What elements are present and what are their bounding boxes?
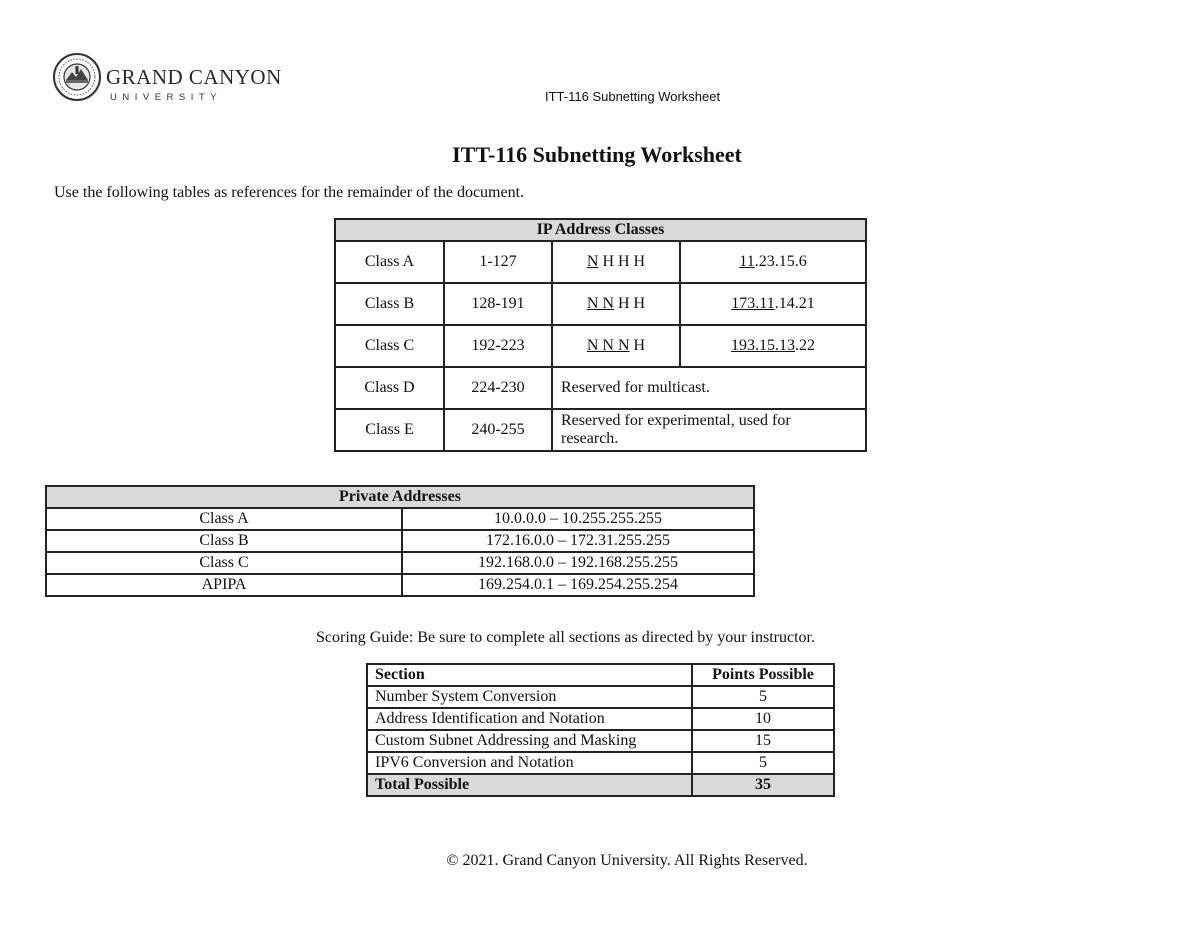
range-cell: 224-230 [444, 367, 552, 409]
pattern-host: H H [614, 295, 646, 312]
example-cell [680, 241, 866, 283]
class-cell: Class D [335, 367, 444, 409]
logo-subtitle: UNIVERSITY [110, 92, 223, 103]
note-text: Reserved for experimental, used for research. [561, 411, 791, 447]
table-row [367, 708, 834, 730]
example-host: .14.21 [774, 295, 815, 312]
example-network: 173.11 [731, 295, 775, 312]
class-cell: APIPA [46, 574, 402, 596]
range-cell: 1-127 [444, 241, 552, 283]
private-addresses-heading: Private Addresses [46, 486, 754, 508]
section-column-header: Section [367, 664, 692, 686]
example-cell [680, 283, 866, 325]
university-logo [53, 52, 283, 108]
example-host: .23.15.6 [754, 253, 807, 270]
pattern-host: H H H [598, 253, 646, 270]
scoring-guide-note: Scoring Guide: Be sure to complete all sections as directed by your instructor. [316, 629, 815, 646]
range-cell: 172.16.0.0 – 172.31.255.255 [402, 530, 754, 552]
table-row [367, 686, 834, 708]
range-cell: 128-191 [444, 283, 552, 325]
class-cell: Class B [46, 530, 402, 552]
pattern-network: N N N [586, 337, 630, 354]
example-cell [680, 325, 866, 367]
table-row [367, 730, 834, 752]
table-row [335, 325, 866, 367]
section-cell: IPV6 Conversion and Notation [367, 752, 692, 774]
logo-wordmark: GRAND CANYON [106, 65, 282, 89]
range-cell: 192.168.0.0 – 192.168.255.255 [402, 552, 754, 574]
note-cell: Reserved for multicast. [552, 367, 866, 409]
points-cell: 5 [692, 752, 834, 774]
class-cell: Class B [335, 283, 444, 325]
pattern-cell [552, 325, 680, 367]
table-row [46, 574, 754, 596]
scoring-table [366, 663, 835, 797]
intro-text: Use the following tables as references for the remainder of the document. [54, 184, 525, 201]
total-row [367, 774, 834, 796]
pattern-network: N N [586, 295, 614, 312]
class-cell: Class E [335, 409, 444, 451]
copyright-footer: © 2021. Grand Canyon University. All Rights Reserved. [446, 852, 808, 869]
table-row [335, 409, 866, 451]
range-cell: 192-223 [444, 325, 552, 367]
total-label: Total Possible [367, 774, 692, 796]
table-row [335, 367, 866, 409]
table-row [46, 552, 754, 574]
university-seal-icon [53, 52, 101, 102]
running-header: ITT-116 Subnetting Worksheet [545, 89, 721, 104]
section-cell: Number System Conversion [367, 686, 692, 708]
section-cell: Custom Subnet Addressing and Masking [367, 730, 692, 752]
section-cell: Address Identification and Notation [367, 708, 692, 730]
total-points: 35 [692, 774, 834, 796]
pattern-cell [552, 241, 680, 283]
pattern-network: N [586, 253, 599, 270]
range-cell: 240-255 [444, 409, 552, 451]
points-cell: 5 [692, 686, 834, 708]
range-cell: 10.0.0.0 – 10.255.255.255 [402, 508, 754, 530]
table-row [367, 752, 834, 774]
private-addresses-table [45, 485, 755, 597]
range-cell: 169.254.0.1 – 169.254.255.254 [402, 574, 754, 596]
ip-classes-heading: IP Address Classes [335, 219, 866, 241]
points-column-header: Points Possible [692, 664, 834, 686]
example-host: .22 [795, 337, 815, 354]
note-cell [552, 409, 866, 451]
page-title: ITT-116 Subnetting Worksheet [452, 142, 742, 167]
table-header-row [367, 664, 834, 686]
points-cell: 10 [692, 708, 834, 730]
class-cell: Class A [335, 241, 444, 283]
ip-classes-table [334, 218, 867, 452]
example-network: 193.15.13 [731, 337, 795, 354]
example-network: 11 [739, 253, 755, 270]
table-row [46, 530, 754, 552]
class-cell: Class A [46, 508, 402, 530]
table-row [46, 508, 754, 530]
table-row [335, 283, 866, 325]
class-cell: Class C [46, 552, 402, 574]
table-row [335, 241, 866, 283]
points-cell: 15 [692, 730, 834, 752]
pattern-cell [552, 283, 680, 325]
pattern-host: H [629, 337, 646, 354]
class-cell: Class C [335, 325, 444, 367]
